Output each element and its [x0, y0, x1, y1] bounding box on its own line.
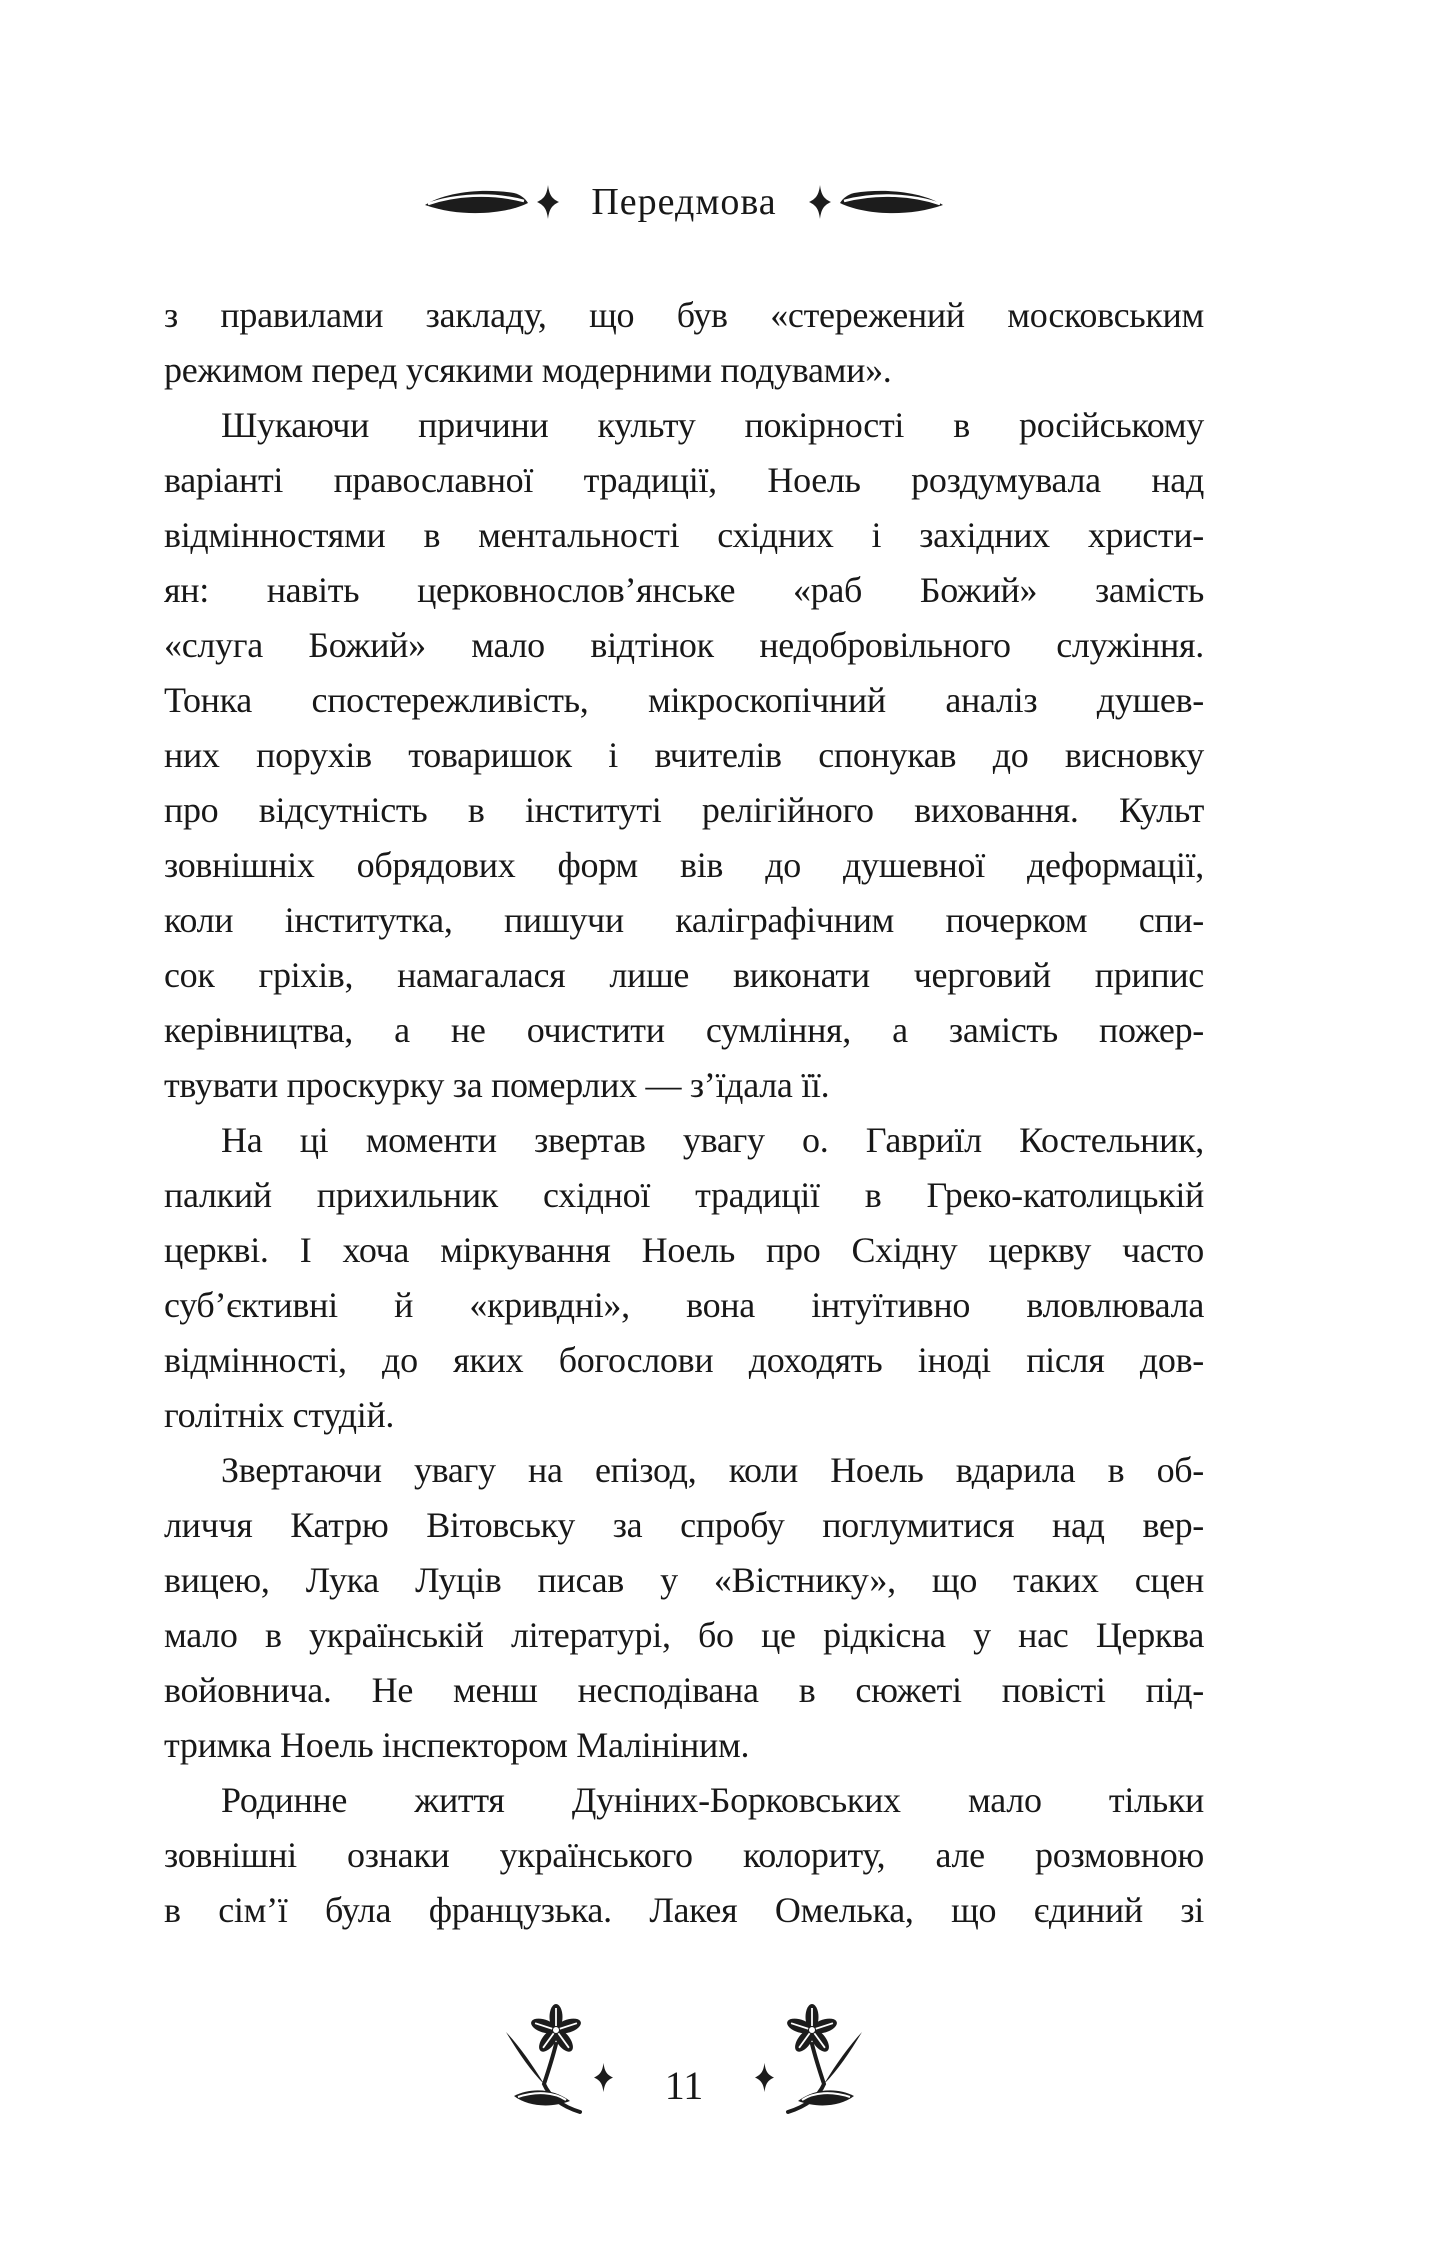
text-line: варіанті православної традиції, Ноель роздумувала над	[164, 460, 1204, 500]
floral-ornament-left-icon	[498, 2004, 590, 2116]
text-line: з правилами закладу, що був «стережений московським	[164, 295, 1204, 335]
leaf-ornament-right-icon	[839, 188, 944, 216]
text-line: Тонка спостережливість, мікроскопічний аналіз душев-	[164, 680, 1204, 720]
text-line: тримка Ноель інспектором Малініним.	[164, 1725, 750, 1765]
leaf-ornament-left-icon	[424, 188, 529, 216]
text-line: ян: навіть церковнослов’янське «раб Божий» замість	[164, 570, 1204, 610]
text-line: в сім’ї була французька. Лакея Омелька, що єдиний зі	[164, 1890, 1204, 1930]
text-line: Шукаючи причини культу покірності в російському	[221, 405, 1204, 445]
text-line: керівництва, а не очистити сумління, а замість пожер-	[164, 1010, 1204, 1050]
sparkle-star-icon	[755, 2062, 774, 2093]
chapter-title: Передмова	[591, 181, 777, 223]
text-line: них порухів товаришок і вчителів спонукав до висновку	[164, 735, 1204, 775]
text-line: палкий прихильник східної традиції в Греко-католицькій	[164, 1175, 1204, 1215]
text-line: суб’єктивні й «кривдні», вона інтуїтивно вловлювала	[164, 1285, 1204, 1325]
sparkle-star-icon	[809, 185, 831, 219]
text-line: про відсутність в інституті релігійного виховання. Культ	[164, 790, 1204, 830]
text-line: відмінностями в ментальності східних і західних христи-	[164, 515, 1204, 555]
text-line: зовнішніх обрядових форм вів до душевної деформації,	[164, 845, 1204, 885]
text-line: режимом перед усякими модерними подувами».	[164, 350, 892, 390]
body-text	[164, 288, 1204, 1938]
text-line: сок гріхів, намагалася лише виконати черговий припис	[164, 955, 1204, 995]
text-line: «слуга Божий» мало відтінок недобровільного служіння.	[164, 625, 1204, 665]
text-line: На ці моменти звертав увагу о. Гавриїл Костельник,	[221, 1120, 1204, 1160]
page-footer	[164, 2002, 1204, 2118]
sparkle-star-icon	[594, 2062, 613, 2093]
text-line: голітніх студій.	[164, 1395, 395, 1435]
text-line: мало в українській літературі, бо це рідкісна у нас Церква	[164, 1615, 1204, 1655]
text-line: войовнича. Не менш несподівана в сюжеті повісті під-	[164, 1670, 1204, 1710]
sparkle-star-icon	[537, 185, 559, 219]
text-line: зовнішні ознаки українського колориту, але розмовною	[164, 1835, 1204, 1875]
text-line: Звертаючи увагу на епізод, коли Ноель вдарила в об-	[221, 1450, 1204, 1490]
text-line: Родинне життя Дуніних-Борковських мало тільки	[221, 1780, 1204, 1820]
chapter-header	[164, 176, 1204, 228]
floral-ornament-right-icon	[778, 2004, 870, 2116]
page-number: 11	[664, 2063, 704, 2108]
text-line: відмінності, до яких богослови доходять іноді після дов-	[164, 1340, 1204, 1380]
text-line: коли інститутка, пишучи каліграфічним почерком спи-	[164, 900, 1204, 940]
text-line: твувати проскурку за померлих — з’їдала її.	[164, 1065, 830, 1105]
text-line: вицею, Лука Луців писав у «Вістнику», що таких сцен	[164, 1560, 1204, 1600]
text-line: личчя Катрю Вітовську за спробу поглумитися над вер-	[164, 1505, 1204, 1545]
text-line: церкві. І хоча міркування Ноель про Східну церкву часто	[164, 1230, 1204, 1270]
